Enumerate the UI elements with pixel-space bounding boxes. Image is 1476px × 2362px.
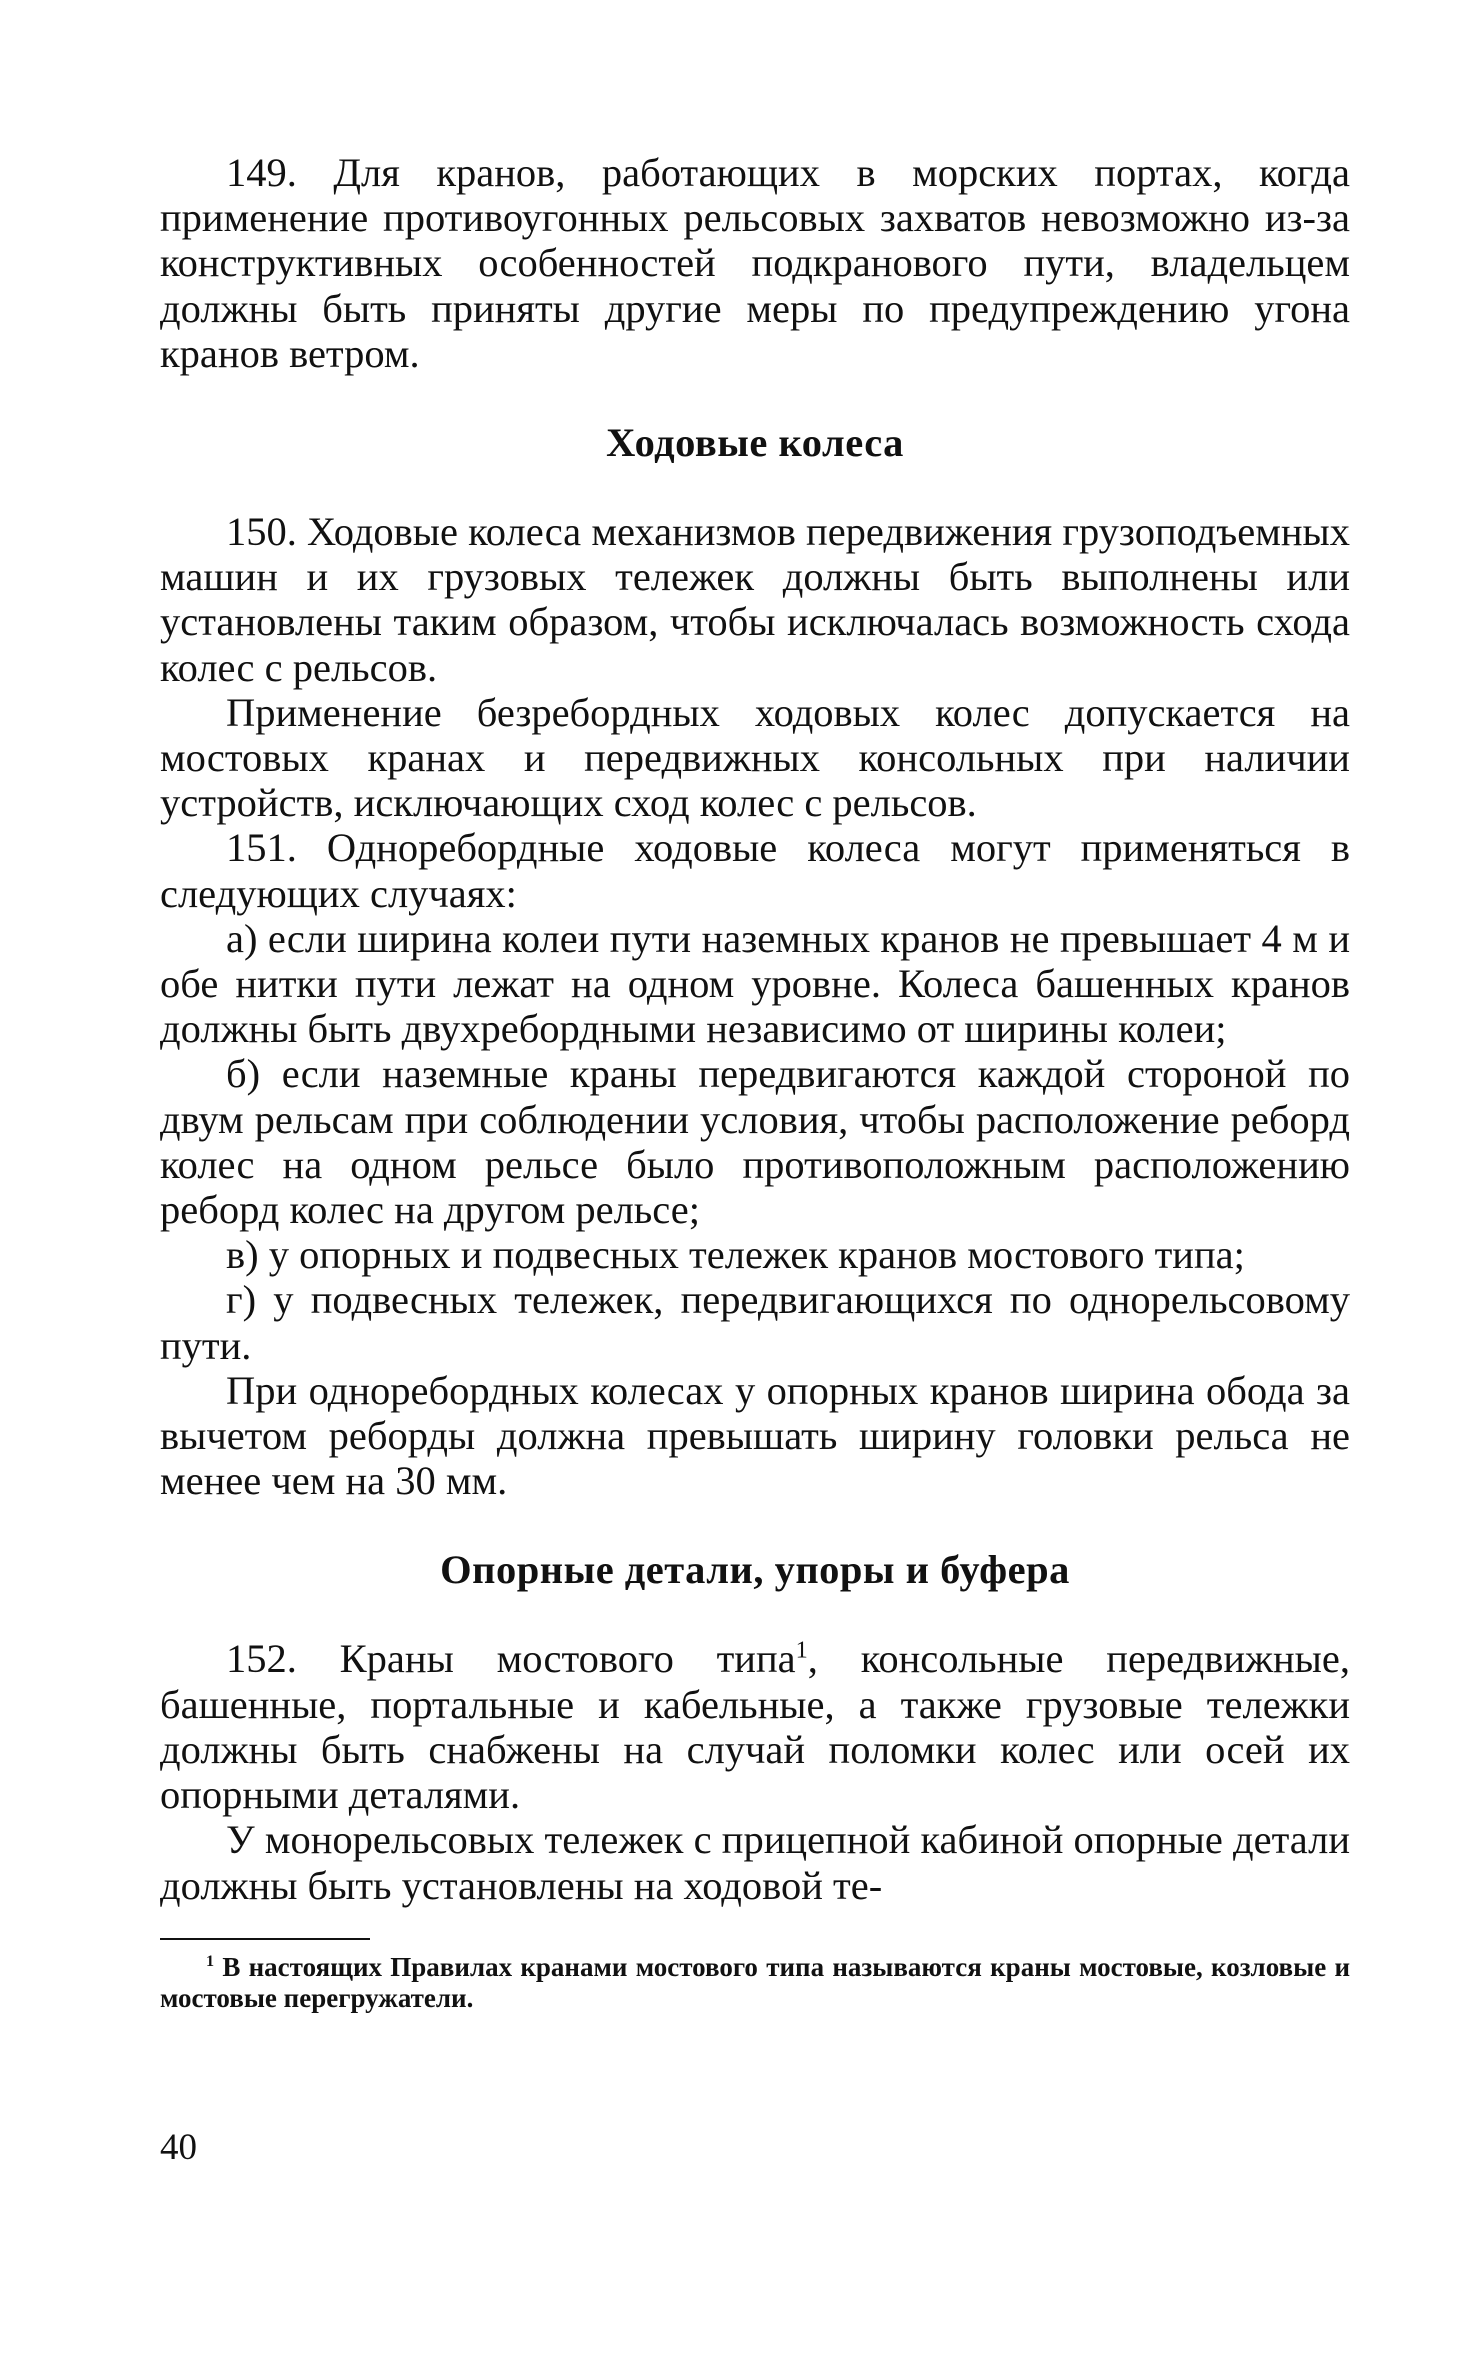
section-heading-supports-stops-buffers: Опорные детали, упоры и буфера bbox=[440, 1547, 1070, 1593]
paragraph-151: 151. Одноребордные ходовые колеса могут применяться в следующих случаях: bbox=[160, 825, 1350, 916]
page-body bbox=[160, 150, 1350, 2014]
paragraph-151-g: г) у подвесных тележек, передвигающихся по однорельсовому пути. bbox=[160, 1277, 1350, 1368]
paragraph-151-b: б) если наземные краны передвигаются каждой стороной по двум рельсам при соблюдении условия, чтобы расположение реборд колес на одном рельсе было противоположным расположению реборд колес на другом рельсе; bbox=[160, 1051, 1350, 1233]
paragraph-monorail-trolleys: У монорельсовых тележек с прицепной кабиной опорные детали должны быть установлены на ходовой те- bbox=[160, 1817, 1350, 1908]
paragraph-152-start: 152. Краны мостового типа bbox=[226, 1636, 796, 1682]
paragraph-151-a: а) если ширина колеи пути наземных кранов не превышает 4 м и обе нитки пути лежат на одном уровне. Колеса башенных кранов должны быть двухребордными независимо от ширины колеи; bbox=[160, 915, 1350, 1052]
paragraph-152-rest: , консольные передвижные, башенные, портальные и кабельные, а также грузовые тележки должны быть снабжены на случай поломки колес или осей их опорными деталями. bbox=[160, 1636, 1350, 1818]
paragraph-151-v: в) у опорных и подвесных тележек кранов мостового типа; bbox=[226, 1232, 1245, 1278]
footnote-divider bbox=[160, 1938, 370, 1940]
paragraph-150: 150. Ходовые колеса механизмов передвижения грузоподъемных машин и их грузовых тележек должны быть выполнены или установлены таким образом, чтобы исключалась возможность схода колес с рельсов. bbox=[160, 509, 1350, 690]
page-number: 40 bbox=[160, 2127, 197, 2168]
footnote-marker: 1 bbox=[206, 1951, 215, 1970]
paragraph-single-flange-rim: При одноребордных колесах у опорных кранов ширина обода за вычетом реборды должна превышать ширину головки рельса не менее чем на 30 мм. bbox=[160, 1367, 1350, 1504]
section-heading-running-wheels: Ходовые колеса bbox=[606, 420, 904, 466]
footnote-reference: 1 bbox=[795, 1636, 808, 1664]
paragraph-149: 149. Для кранов, работающих в морских портах, когда применение противоугонных рельсовых захватов невозможно из-за конструктивных особенностей подкранового пути, владельцем должны быть приняты другие меры по предупреждению угона кранов ветром. bbox=[160, 150, 1350, 376]
footnote-text: В настоящих Правилах кранами мостового типа называются краны мостовые, козловые и мостовые перегружатели. bbox=[160, 1951, 1350, 2013]
footnote bbox=[160, 1952, 1350, 2014]
paragraph-flangeless-wheels: Применение безребордных ходовых колес допускается на мостовых кранах и передвижных консольных при наличии устройств, исключающих сход колес с рельсов. bbox=[160, 689, 1350, 826]
paragraph-152 bbox=[160, 1636, 1350, 1817]
